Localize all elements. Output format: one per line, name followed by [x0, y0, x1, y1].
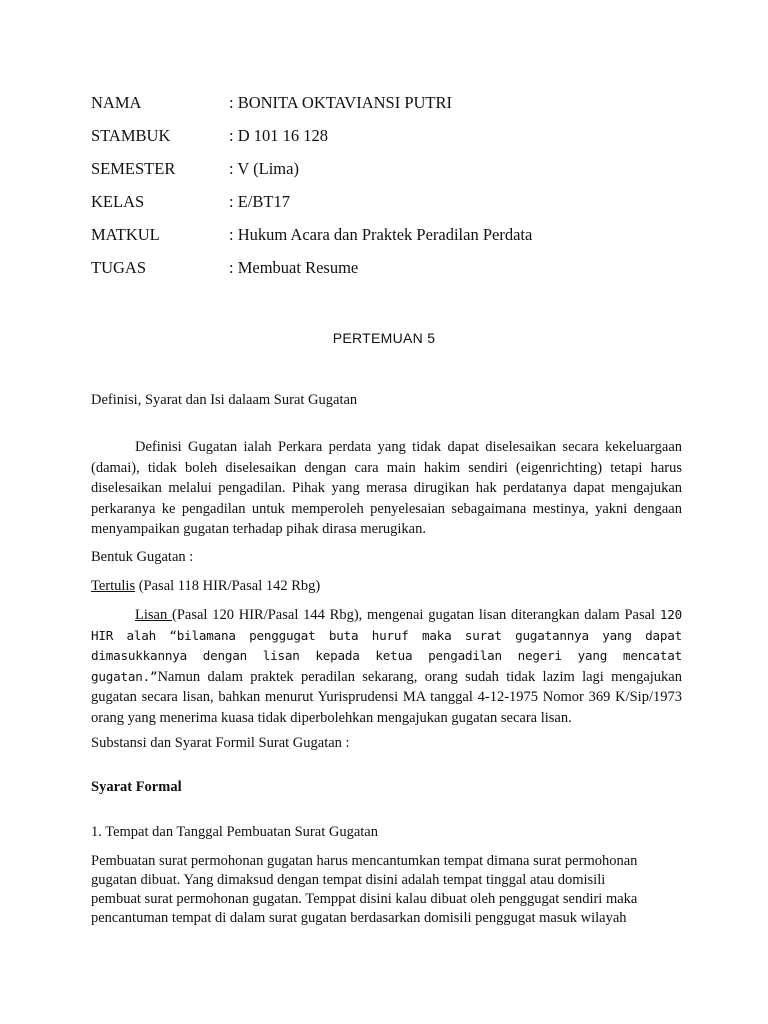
tertulis-label: Tertulis — [91, 578, 136, 594]
item1-title: 1. Tempat dan Tanggal Pembuatan Surat Gugatan — [91, 824, 378, 840]
definition-text: Definisi Gugatan ialah Perkara perdata yang tidak dapat diselesaikan secara kekeluargaan (damai), tidak boleh diselesaikan dengan cara main hakim sendiri (eigenrichting) tetapi harus diselesaikan melalui pengadilan. Pihak yang merasa dirugikan hak perdatanya dapat mengajukan perkaranya ke pengadilan untuk memperoleh penyelesaian sebagaimana mestinya, yakni dengaan menyampaikan gugatan terhadap pihak dirasa merugikan. — [91, 439, 682, 537]
lisan-part2: Namun dalam praktek peradilan sekarang, orang sudah tidak lazim lagi mengajukan gugatan secara lisan, bahkan menurut Yurisprudensi MA tanggal 4-12-1975 Nomor 369 K/Sip/1973 orang yang menerima kuasa tidak diperbolehkan mengajukan gugatan secara lisan. — [91, 668, 682, 726]
definition-paragraph — [91, 437, 682, 540]
lisan-part1: (Pasal 120 HIR/Pasal 144 Rbg), mengenai gugatan lisan diterangkan dalam Pasal — [172, 607, 660, 623]
lisan-quote: 120 HIR alah “bilamana penggugat buta huruf maka surat gugatannya yang dapat dimasukkannya dengan lisan kepada ketua pengadilan negeri yang mencatat gugatan.” — [91, 607, 682, 684]
info-label: KELAS — [91, 192, 145, 211]
student-info — [91, 92, 691, 290]
item1-line: pembuat surat permohonan gugatan. Temppat disini kalau dibuat oleh penggugat sendiri maka — [91, 891, 638, 907]
info-row-matkul — [91, 224, 691, 257]
info-value: : V (Lima) — [229, 159, 299, 178]
info-value: : D 101 16 128 — [229, 126, 328, 145]
tertulis-text: (Pasal 118 HIR/Pasal 142 Rbg) — [135, 578, 321, 594]
lisan-paragraph — [91, 605, 682, 728]
info-row-tugas — [91, 257, 691, 290]
syarat-formal-heading: Syarat Formal — [91, 779, 182, 795]
section-title: Definisi, Syarat dan Isi dalaam Surat Gugatan — [91, 392, 358, 408]
info-row-kelas — [91, 191, 691, 224]
info-label: TUGAS — [91, 258, 147, 277]
bentuk-gugatan-title: Bentuk Gugatan : — [91, 549, 194, 565]
info-value: : Hukum Acara dan Praktek Peradilan Perdata — [229, 225, 533, 244]
info-label: STAMBUK — [91, 126, 171, 145]
item1-line: gugatan dibuat. Yang dimaksud dengan tempat disini adalah tempat tinggal atau domisili — [91, 872, 606, 888]
info-row-stambuk — [91, 125, 691, 158]
meeting-heading: PERTEMUAN 5 — [332, 330, 436, 346]
info-label: NAMA — [91, 93, 142, 112]
substansi-title: Substansi dan Syarat Formil Surat Gugatan : — [91, 735, 350, 751]
lisan-label: Lisan — [135, 607, 172, 623]
info-value: : E/BT17 — [229, 192, 290, 211]
info-value: : Membuat Resume — [229, 258, 359, 277]
item1-line: Pembuatan surat permohonan gugatan harus mencantumkan tempat dimana surat permohonan — [91, 853, 638, 869]
info-row-semester — [91, 158, 691, 191]
item1-line: pencantuman tempat di dalam surat gugatan berdasarkan domisili penggugat masuk wilayah — [91, 910, 627, 926]
info-row-nama — [91, 92, 691, 125]
info-label: SEMESTER — [91, 159, 176, 178]
item1-paragraph — [91, 852, 682, 928]
lisan-text — [91, 605, 682, 728]
info-label: MATKUL — [91, 225, 160, 244]
tertulis-line — [91, 576, 682, 597]
info-value: : BONITA OKTAVIANSI PUTRI — [229, 93, 453, 112]
